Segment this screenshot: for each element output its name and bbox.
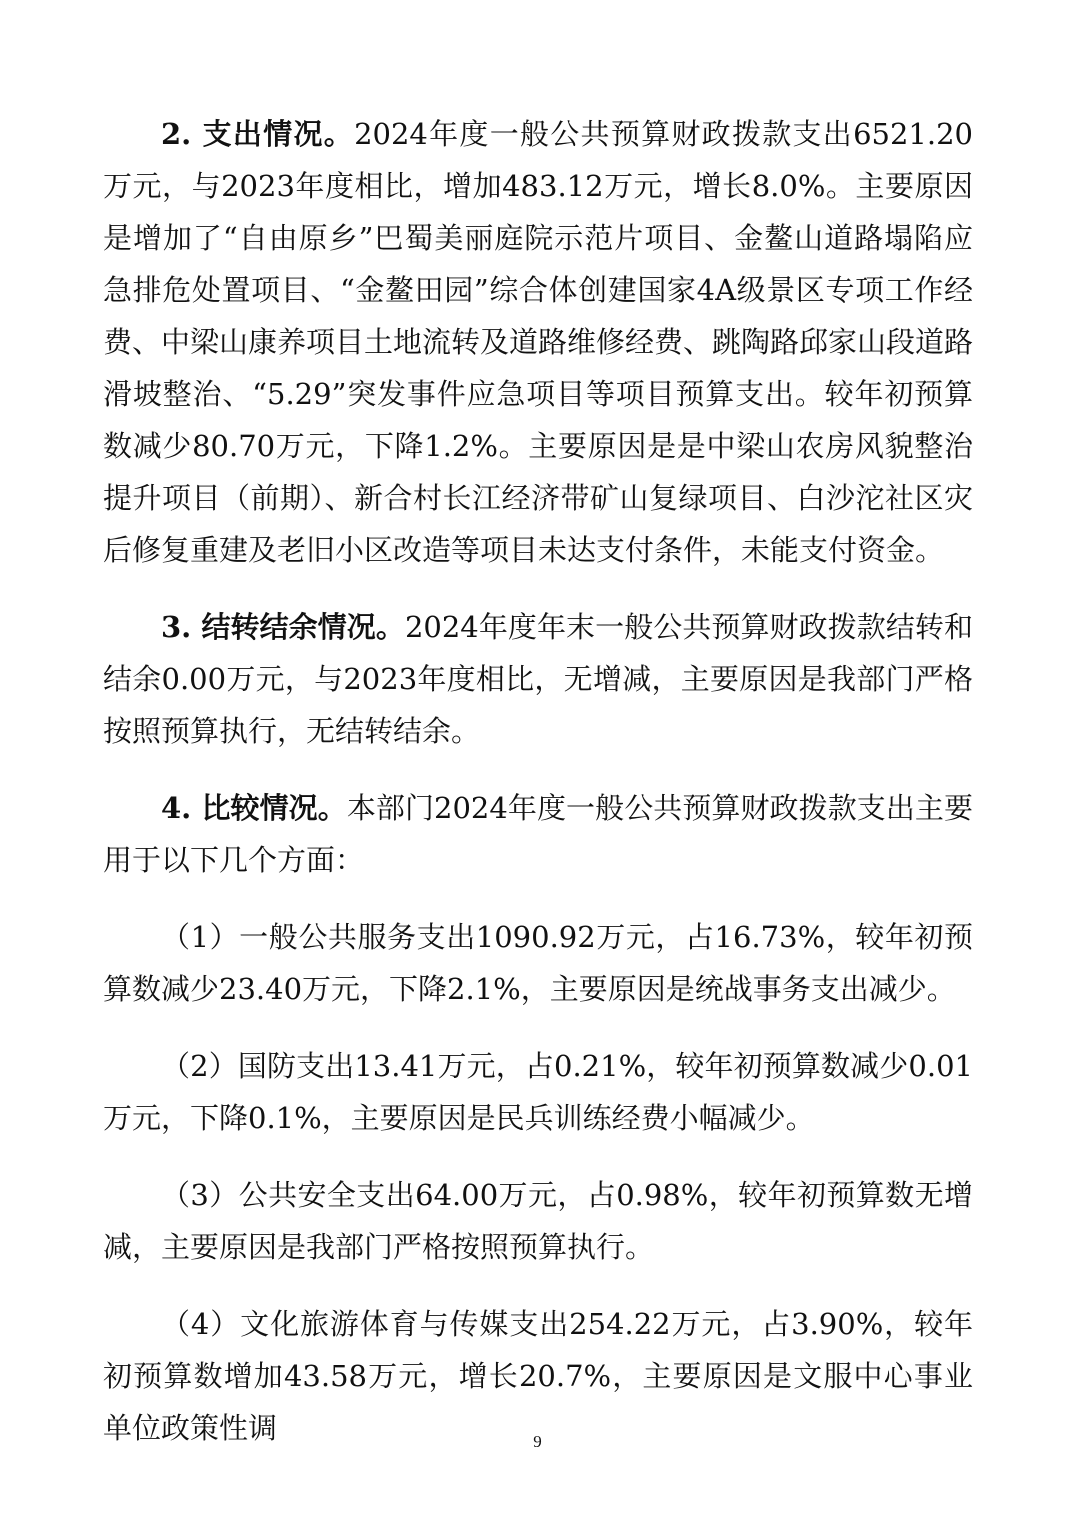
text-comparison: 本部门2024年度一般公共预算财政拨款支出主要用于以下几个方面： bbox=[103, 791, 973, 877]
page-number: 9 bbox=[533, 1432, 542, 1451]
list-item-national-defense: （2）国防支出13.41万元，占0.21%，较年初预算数减少0.01万元，下降0.1%，主要原因是民兵训练经费小幅减少。 bbox=[103, 1049, 973, 1135]
list-item-culture-tourism: （4）文化旅游体育与传媒支出254.22万元，占3.90%，较年初预算数增加43.58万元，增长20.7%，主要原因是文服中心事业单位政策性调 bbox=[103, 1307, 973, 1445]
list-item-general-public-services: （1）一般公共服务支出1090.92万元，占16.73%，较年初预算数减少23.40万元，下降2.1%，主要原因是统战事务支出减少。 bbox=[103, 920, 973, 1006]
heading-carryover: 3. 结转结余情况。 bbox=[161, 610, 405, 644]
heading-comparison: 4. 比较情况。 bbox=[161, 791, 347, 825]
paragraph-carryover bbox=[103, 601, 973, 757]
paragraph-expenditure bbox=[103, 108, 973, 576]
heading-expenditure: 2. 支出情况。 bbox=[161, 117, 355, 151]
text-carryover: 2024年度年末一般公共预算财政拨款结转和结余0.00万元，与2023年度相比，无增减，主要原因是我部门严格按照预算执行，无结转结余。 bbox=[103, 610, 973, 748]
text-expenditure: 2024年度一般公共预算财政拨款支出6521.20万元，与2023年度相比，增加483.12万元，增长8.0%。主要原因是增加了“自由原乡”巴蜀美丽庭院示范片项目、金鳌山道路塌陷应急排危处置项目、“金鳌田园”综合体创建国家4A级景区专项工作经费、中梁山康养项目土地流转及道路维修经费、跳陶路邱家山段道路滑坡整治、“5.29”突发事件应急项目等项目预算支出。较年初预算数减少80.70万元，下降1.2%。主要原因是是中梁山农房风貌整治提升项目（前期）、新合村长江经济带矿山复绿项目、白沙沱社区灾后修复重建及老旧小区改造等项目未达支付条件，未能支付资金。 bbox=[103, 117, 974, 567]
paragraph-comparison bbox=[103, 782, 973, 886]
list-item-public-security: （3）公共安全支出64.00万元，占0.98%，较年初预算数无增减，主要原因是我部门严格按照预算执行。 bbox=[103, 1178, 973, 1264]
document-body bbox=[103, 108, 973, 1454]
